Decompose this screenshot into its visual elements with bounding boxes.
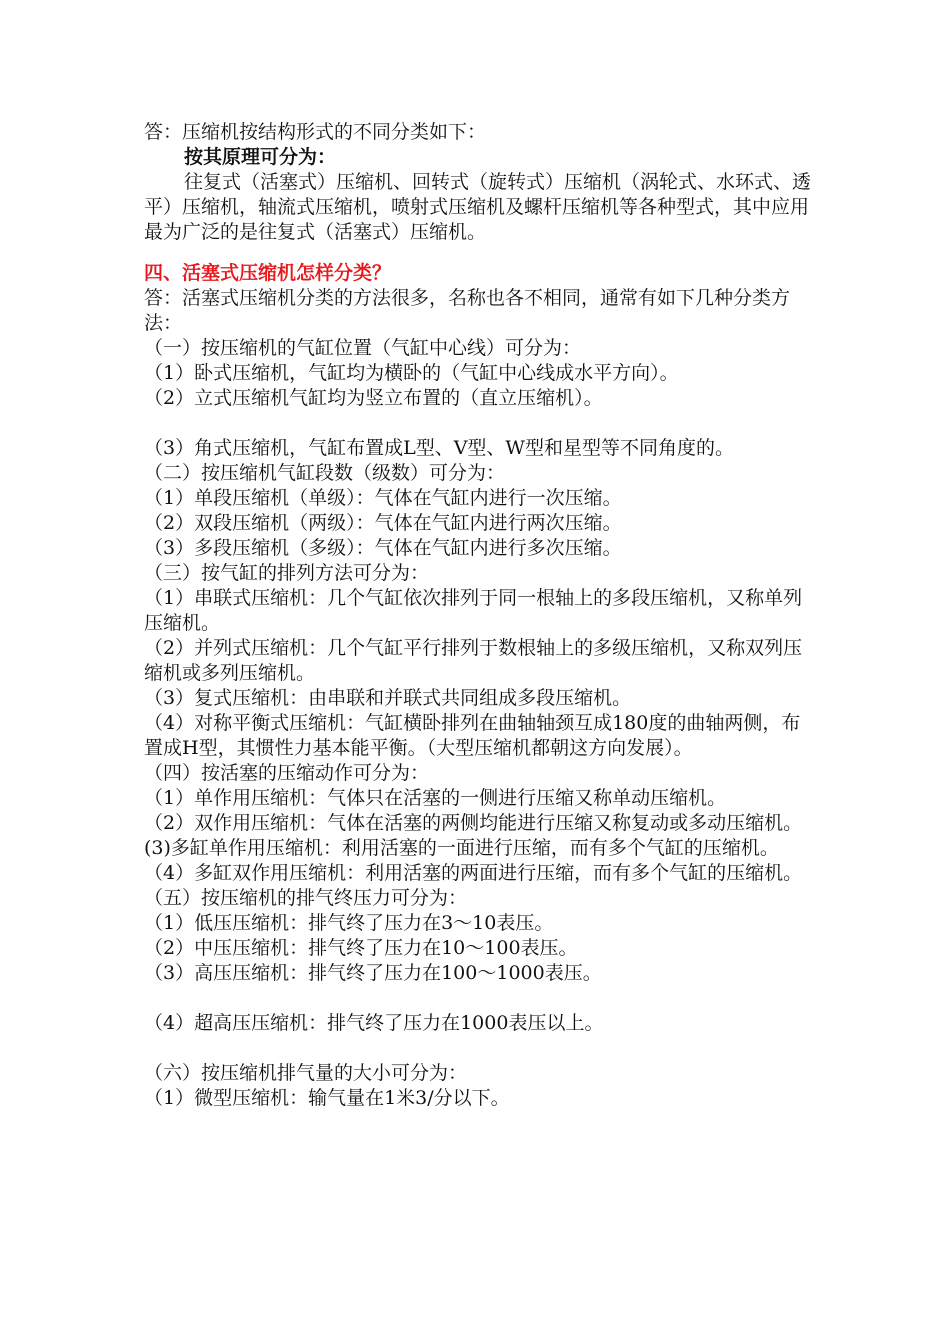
text-line: （4）多缸双作用压缩机：利用活塞的两面进行压缩，而有多个气缸的压缩机。 — [144, 862, 803, 884]
text-line: （2）中压压缩机：排气终了压力在10～100表压。 — [144, 937, 578, 959]
text-line: （1）卧式压缩机，气缸均为横卧的（气缸中心线成水平方向）。 — [144, 362, 679, 384]
spacer — [144, 411, 812, 436]
text-line: （2）双段压缩机（两级）：气体在气缸内进行两次压缩。 — [144, 512, 622, 534]
text-line: （1）串联式压缩机：几个气缸依次排列于同一根轴上的多段压缩机，又称单列压缩机。 — [144, 587, 803, 634]
text-line: （四）按活塞的压缩动作可分为： — [144, 762, 430, 784]
text-line: （六）按压缩机排气量的大小可分为： — [144, 1062, 468, 1084]
spacer — [144, 1036, 812, 1061]
intro-answer: 答：压缩机按结构形式的不同分类如下： — [144, 121, 487, 143]
text-line: （1）微型压缩机：输气量在1米3/分以下。 — [144, 1087, 510, 1109]
text-line: （3）角式压缩机，气缸布置成L型、V型、W型和星型等不同角度的。 — [144, 437, 734, 459]
text-line: （2）立式压缩机气缸均为竖立布置的（直立压缩机）。 — [144, 387, 603, 409]
text-line: （一）按压缩机的气缸位置（气缸中心线）可分为： — [144, 337, 582, 359]
text-line: （3）复式压缩机：由串联和并联式共同组成多段压缩机。 — [144, 687, 632, 709]
text-line: （五）按压缩机的排气终压力可分为： — [144, 887, 468, 909]
text-line: （2）并列式压缩机：几个气缸平行排列于数根轴上的多级压缩机，又称双列压缩机或多列压缩机。 — [144, 637, 803, 684]
text-line: （4）超高压压缩机：排气终了压力在1000表压以上。 — [144, 1012, 604, 1034]
spacer — [144, 986, 812, 1011]
section4-answer: 答：活塞式压缩机分类的方法很多，名称也各不相同，通常有如下几种分类方法： — [144, 287, 791, 334]
text-line: （4）对称平衡式压缩机：气缸横卧排列在曲轴轴颈互成180度的曲轴两侧，布置成H型，其惯性力基本能平衡。（大型压缩机都朝这方向发展）。 — [144, 712, 801, 759]
text-line: （3）高压压缩机：排气终了压力在100～1000表压。 — [144, 962, 602, 984]
text-line: （1）单段压缩机（单级）：气体在气缸内进行一次压缩。 — [144, 487, 622, 509]
text-line: （三）按气缸的排列方法可分为： — [144, 562, 430, 584]
principle-heading: 按其原理可分为： — [184, 146, 337, 168]
text-line: （1）单作用压缩机：气体只在活塞的一侧进行压缩又称单动压缩机。 — [144, 787, 727, 809]
text-line: （1）低压压缩机：排气终了压力在3～10表压。 — [144, 912, 554, 934]
text-line: (3)多缸单作用压缩机：利用活塞的一面进行压缩，而有多个气缸的压缩机。 — [144, 837, 779, 859]
document-page — [144, 120, 812, 1111]
spacer — [144, 245, 812, 261]
principle-text: 往复式（活塞式）压缩机、回转式（旋转式）压缩机（涡轮式、水环式、透平）压缩机，轴流式压缩机，喷射式压缩机及螺杆压缩机等各种型式，其中应用最为广泛的是往复式（活塞式）压缩机。 — [144, 171, 812, 243]
text-line: （3）多段压缩机（多级）：气体在气缸内进行多次压缩。 — [144, 537, 622, 559]
text-line: （2）双作用压缩机：气体在活塞的两侧均能进行压缩又称复动或多动压缩机。 — [144, 812, 803, 834]
section4-title: 四、活塞式压缩机怎样分类？ — [144, 262, 392, 284]
text-line: （二）按压缩机气缸段数（级数）可分为： — [144, 462, 506, 484]
